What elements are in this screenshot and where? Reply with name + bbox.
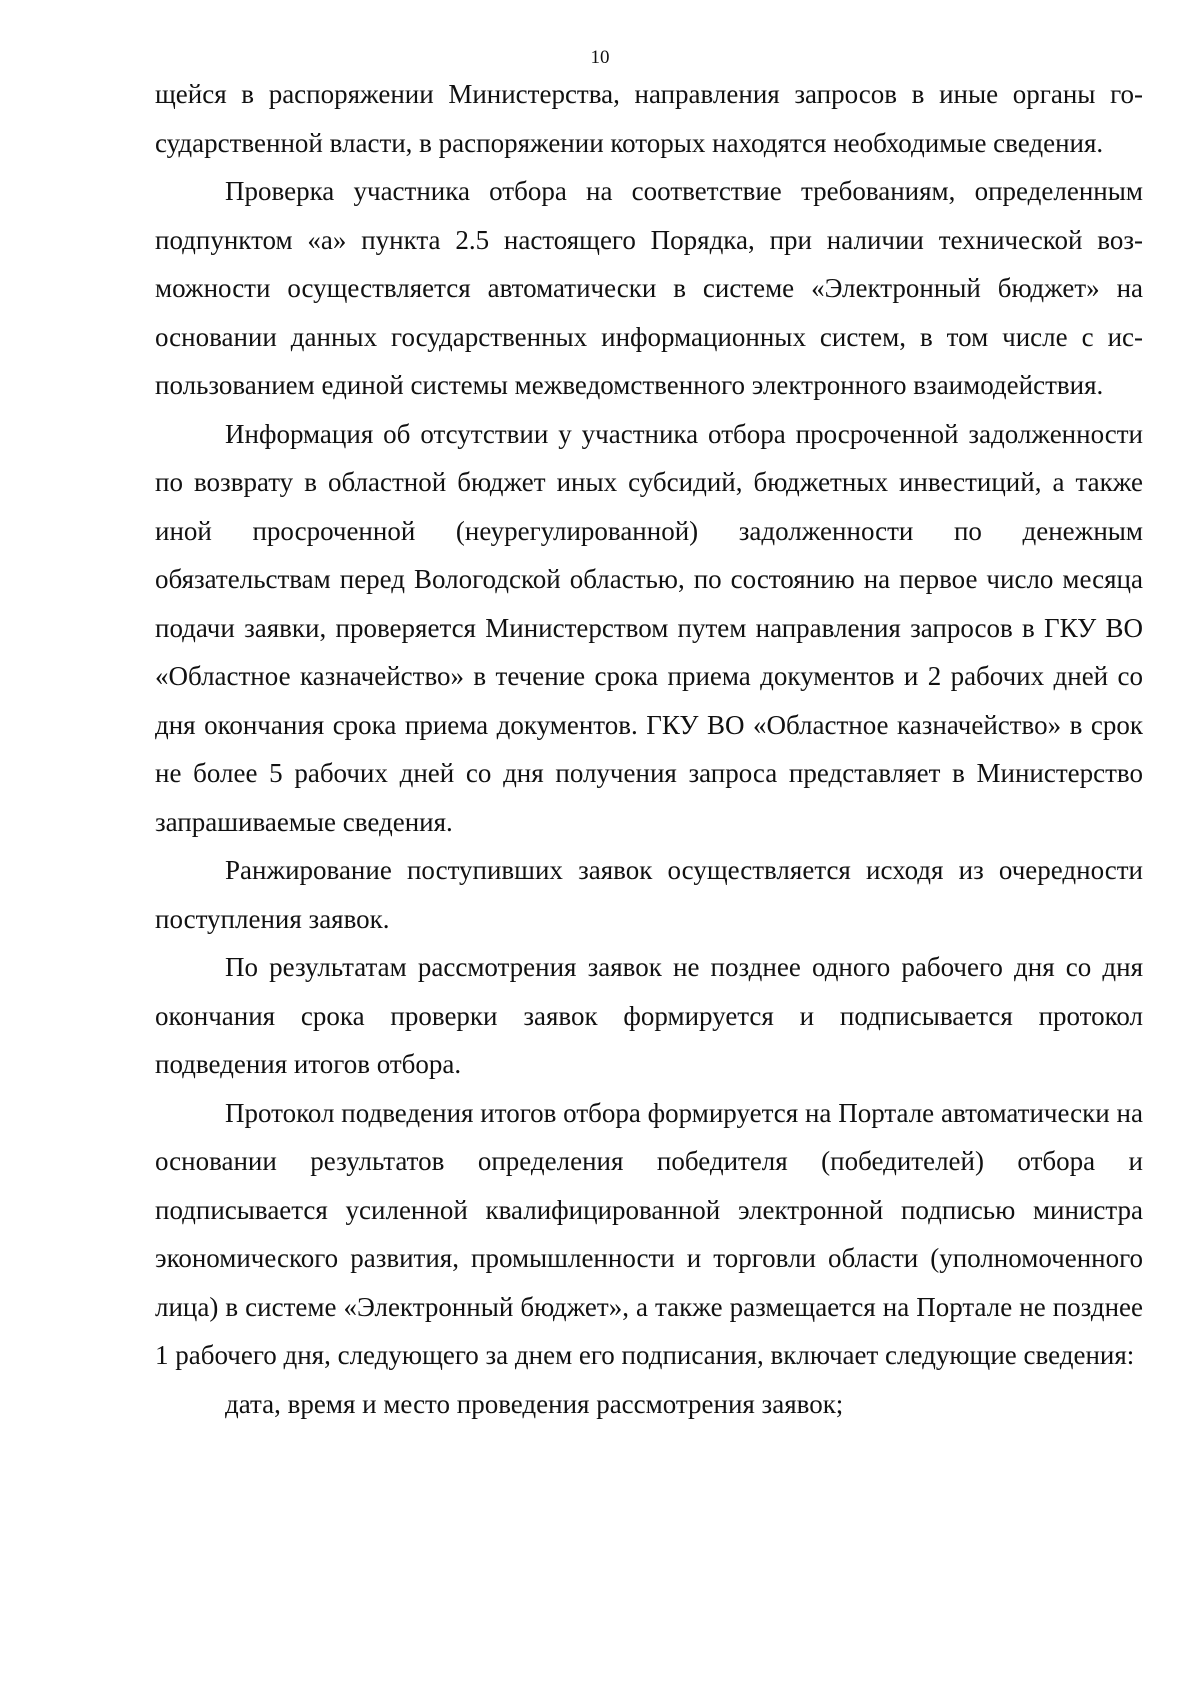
paragraph-protocol: Протокол подведения итогов отбора формируется на Портале автоматически на основании результатов определения победителя (победителей) отбора и подписывается усиленной квалифицированной электронной подписью министра экономического развития, промышленности и торговли области (уполномоченного лица) в системе «Электронный бюджет», а также размещается на Портале не позднее 1 рабочего дня, следующего за днем его подписания, включает следующие сведения: [155, 1097, 1143, 1370]
document-body [155, 70, 1143, 1428]
paragraph-list-item-date: дата, время и место проведения рассмотрения заявок; [225, 1388, 844, 1419]
paragraph-debt-info: Информация об отсутствии у участника отбора просроченной задолженности по возврату в областной бюджет иных субсидий, бюджетных инвестиций, а также иной просроченной (неурегулированной) задолженности по денежным обязательствам перед Вологодской областью, по состоянию на первое число месяца подачи заявки, проверяется Министерством путем направления запросов в ГКУ ВО «Областное казначейство» в течение срока приема документов и 2 рабочих дней со дня окончания срока приема документов. ГКУ ВО «Областное казначейство» в срок не более 5 рабочих дней со дня получения запроса представляет в Министерство запрашиваемые сведения. [155, 418, 1143, 837]
paragraph-participant-check: Проверка участника отбора на соответствие требованиям, определенным подпунктом «а» пункта 2.5 настоящего Порядка, при наличии технической возможности осуществляется автоматически в системе «Электронный бюджет» на основании данных государственных информационных систем, в том числе с использованием единой системы межведомственного электронного взаимодействия. [155, 176, 1143, 400]
paragraph-continuation: щейся в распоряжении Министерства, направления запросов в иные органы государственной власти, в распоряжении которых находятся необходимые сведения. [155, 79, 1143, 158]
page-number: 10 [590, 47, 610, 68]
paragraph-ranking: Ранжирование поступивших заявок осуществляется исходя из очередности поступления заявок. [155, 855, 1143, 934]
paragraph-review-results: По результатам рассмотрения заявок не позднее одного рабочего дня со дня окончания срока проверки заявок формируется и подписывается протокол подведения итогов отбора. [155, 952, 1143, 1079]
